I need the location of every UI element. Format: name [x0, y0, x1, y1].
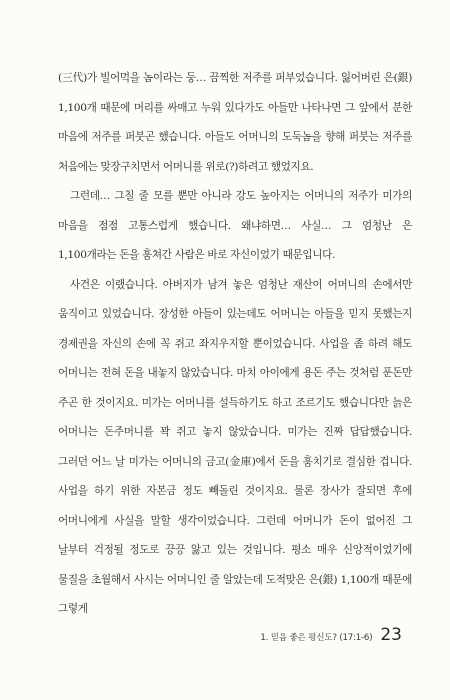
- paragraph-2: 그런데… 그칠 줄 모를 뿐만 아니라 강도 높아지는 어머니의 저주가 미가의 마음을 점점 고통스럽게 했습니다. 왜냐하면… 사실… 그 엄청난 은 1,100개라는 돈을 훔쳐간 사람은 바로 자신이었기 때문입니다.: [58, 190, 412, 261]
- paragraph-3: 사건은 이랬습니다. 아버지가 남겨 놓은 엄청난 재산이 어머니의 손에서만 움직이고 있었습니다. 장성한 아들이 있는데도 어머니는 아들을 믿지 못했는지 경제권을 자신의 손에 꼭 쥐고 좌지우지할 뿐이었습니다. 사업을 좀 하려 해도 어머니는 전혀 돈을 내놓지 않았습니다. 마치 아이에게 용돈 주는 것처럼 푼돈만 주곤 한 것이지요. 미가는 어머니를 설득하기도 하고 조르기도 했습니다만 늙은 어머니는 돈주머니를 꽉 쥐고 놓지 않았습니다. 미가는 진짜 답답했습니다. 그러던 어느 날 미가는 어머니의 금고(金庫)에서 돈을 훔치기로 결심한 겁니다. 사업을 하기 위한 자본금 정도 빼돌린 것이지요. 물론 장사가 잘되면 후에 어머니에게 사실을 말할 생각이었습니다. 그런데 어머니가 돈이 없어진 그 날부터 걱정될 정도로 끙끙 앓고 있는 것입니다. 평소 매우 신앙적이었기에 물질을 초월해서 사시는 어머니인 줄 알았는데 도적맞은 은(銀) 1,100개 때문에 그렇게: [58, 278, 412, 615]
- running-head: 1. 믿음 좋은 평신도? (17:1-6): [260, 633, 373, 643]
- page-footer: [260, 625, 402, 645]
- paragraph-1: (三代)가 빌어먹을 놈이라는 둥… 끔찍한 저주를 퍼부었습니다. 잃어버린 은(銀) 1,100개 때문에 머리를 싸매고 누워 있다가도 아들만 나타나면 그 앞에서 분한 마음에 저주를 퍼붓곤 했습니다. 아들도 어머니의 도둑놈을 향해 퍼붓는 저주를 처음에는 맞장구치면서 어머니를 위로(?)하려고 했었지요.: [58, 72, 412, 173]
- page-body: [58, 64, 412, 625]
- page-number: 23: [380, 625, 402, 645]
